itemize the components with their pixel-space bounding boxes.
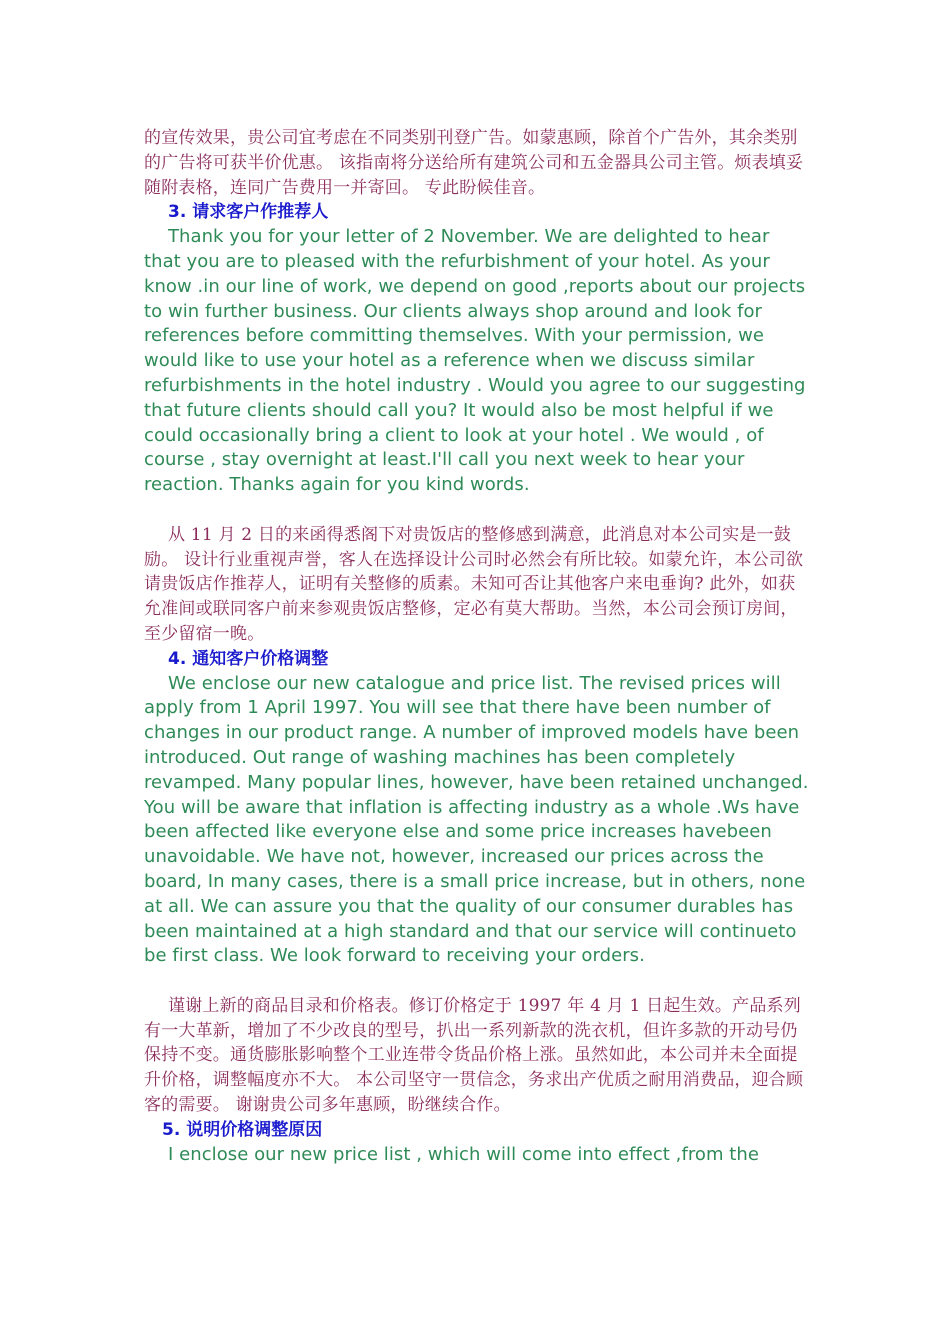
section-3-english-letter: Thank you for your letter of 2 November. We are delighted to hear that you are to pleased with the refurbishment of your hotel. As your know .in our line of work, we depend on good ,reports about our projects to win further business. Our clients always shop around and look for references before committing themselves. With your permission, we would like to use your hotel as a reference when we discuss similar refurbishments in the hotel industry . Would you agree to our suggesting that future clients should call you? It would also be most helpful if we could occasionally bring a client to look at your hotel . We would , of course , stay overnight at least.I'll call you next week to hear your reaction. Thanks again for you kind words. xyxy=(144,226,806,496)
section-5-english-letter: I enclose our new price list , which will come into effect ,from the xyxy=(168,1143,760,1165)
section-3-title: 请求客户作推荐人 xyxy=(192,202,329,223)
section-4-english-letter: We enclose our new catalogue and price list. The revised prices will apply from 1 April 1997. You will see that there have been number of changes in our product range. A number of improved models have been introduced. Out range of washing machines has been completely revamped. Many popular lines, however, have been retained unchanged. You will be aware that inflation is affecting industry as a whole .Ws have been affected like everyone else and some price increases havebeen unavoidable. We have not, however, increased our prices across the board, In many cases, there is a small price increase, but in others, none at all. We can assure you that the quality of our consumer durables has been maintained at a high standard and that our service will continueto be first class. We look forward to receiving your orders. xyxy=(144,672,809,967)
section-3-number: 3. xyxy=(168,202,187,223)
intro-chinese-paragraph: 的宣传效果，贵公司宜考虑在不同类别刊登广告。如蒙惠顾，除首个广告外，其余类别的广告将可获半价优惠。 该指南将分送给所有建筑公司和五金器具公司主管。烦表填妥随附表格，连同广告费用一并寄回。 专此盼候佳音。 xyxy=(144,128,804,198)
spacer xyxy=(144,969,809,994)
section-3-heading xyxy=(144,200,809,225)
section-4-number: 4. xyxy=(168,648,187,669)
section-4-heading xyxy=(144,647,809,672)
document-page xyxy=(144,126,809,1167)
section-5-title: 说明价格调整原因 xyxy=(186,1119,323,1140)
section-5-heading xyxy=(144,1118,809,1143)
section-3-chinese-letter: 从 11 月 2 日的来函得悉阁下对贵饭店的整修感到满意，此消息对本公司实是一鼓励。 设计行业重视声誉，客人在选择设计公司时必然会有所比较。如蒙允许，本公司欲请贵饭店作推荐人，证明有关整修的质素。未知可否让其他客户来电垂询? 此外，如获允准间或联同客户前来参观贵饭店整修，定必有莫大帮助。当然，本公司会预订房间，至少留宿一晚。 xyxy=(144,524,804,644)
section-4-chinese-letter: 谨谢上新的商品目录和价格表。修订价格定于 1997 年 4 月 1 日起生效。产品系列有一大革新，增加了不少改良的型号，扒出一系列新款的洗衣机，但许多款的开动号仍保持不变。通货膨胀影响整个工业连带令货品价格上涨。虽然如此，本公司并未全面提升价格，调整幅度亦不大。 本公司坚守一贯信念，务求出产优质之耐用消费品，迎合顾客的需要。 谢谢贵公司多年惠顾，盼继续合作。 xyxy=(144,995,804,1116)
spacer xyxy=(144,498,809,523)
section-5-number: 5. xyxy=(162,1119,181,1140)
section-4-title: 通知客户价格调整 xyxy=(192,648,329,669)
